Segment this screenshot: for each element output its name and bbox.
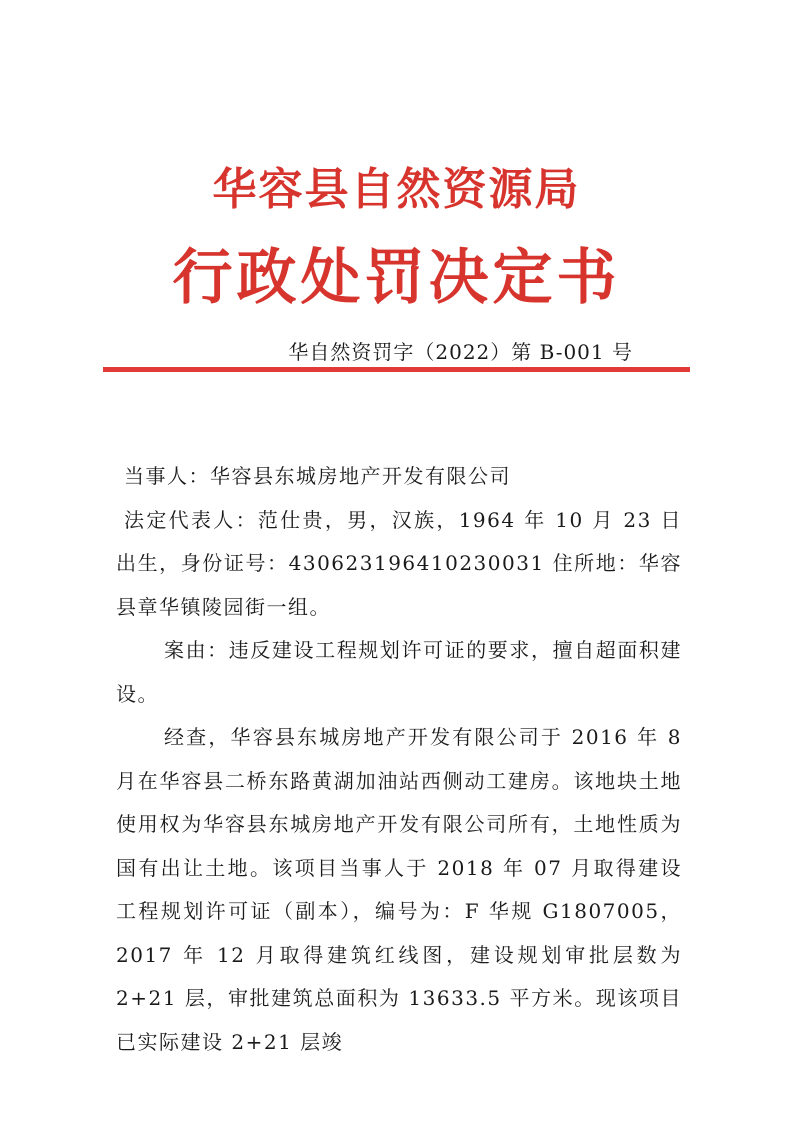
document-number: 华自然资罚字（2022）第 B-001 号 [288, 340, 633, 364]
red-divider-rule [103, 367, 690, 372]
legal-representative-paragraph: 法定代表人：范仕贵，男，汉族，1964 年 10 月 23 日出生，身份证号：430623196410230031 住所地：华容县章华镇陵园街一组。 [116, 507, 682, 619]
party-paragraph: 当事人：华容县东城房地产开发有限公司 [124, 464, 511, 488]
case-cause-paragraph: 案由：违反建设工程规划许可证的要求，擅自超面积建设。 [116, 638, 682, 706]
issuer-heading: 华容县自然资源局 [212, 164, 581, 215]
findings-paragraph: 经查，华容县东城房地产开发有限公司于 2016 年 8 月在华容县二桥东路黄湖加油站西侧动工建房。该地块土地使用权为华容县东城房地产开发有限公司所有，土地性质为国有出让土地。该项目当事人于 2018 年 07 月取得建设工程规划许可证（副本），编号为：F 华规 G1807005，2017 年 12 月取得建筑红线图，建设规划审批层数为 2+21 层，审批建筑总面积为 13633.5 平方米。现该项目已实际建设 2+21 层竣 [116, 725, 682, 1054]
document-body [116, 455, 682, 1064]
document-title: 行政处罚决定书 [172, 243, 621, 313]
